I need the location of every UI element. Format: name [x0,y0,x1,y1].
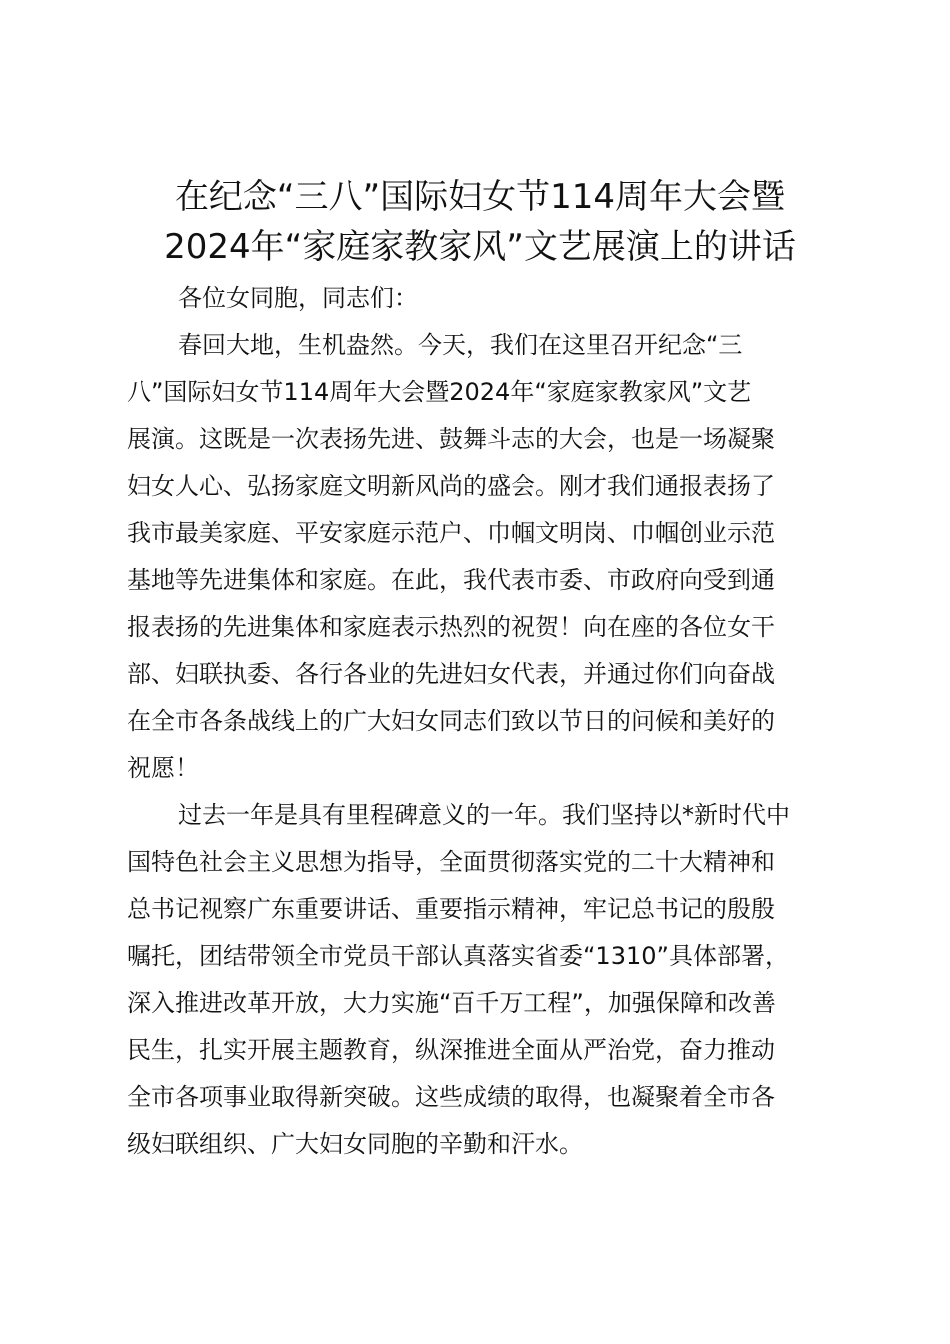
paragraph-line: 国特色社会主义思想为指导，全面贯彻落实党的二十大精神和 [127,848,775,876]
paragraph-1 [127,322,837,792]
paragraph-line: 报表扬的先进集体和家庭表示热烈的祝贺！向在座的各位女干 [127,613,775,641]
paragraph-2 [127,792,837,1168]
paragraph-line: 深入推进改革开放，大力实施“百千万工程”，加强保障和改善 [127,989,776,1017]
paragraph-line: 春回大地，生机盎然。今天，我们在这里召开纪念“三 [178,331,743,359]
paragraph-line: 八”国际妇女节114周年大会暨2024年“家庭家教家风”文艺 [127,378,752,406]
paragraph-line: 过去一年是具有里程碑意义的一年。我们坚持以*新时代中 [178,801,790,829]
paragraph-line: 基地等先进集体和家庭。在此，我代表市委、市政府向受到通 [127,566,775,594]
paragraph-line: 妇女人心、弘扬家庭文明新风尚的盛会。刚才我们通报表扬了 [127,472,775,500]
paragraph-line: 总书记视察广东重要讲话、重要指示精神，牢记总书记的殷殷 [127,895,775,923]
document-title-line-1: 在纪念“三八”国际妇女节114周年大会暨 [174,177,786,217]
paragraph-line: 在全市各条战线上的广大妇女同志们致以节日的问候和美好的 [127,707,775,735]
paragraph-line: 嘱托，团结带领全市党员干部认真落实省委“1310”具体部署， [127,942,789,970]
document-title-line-2: 2024年“家庭家教家风”文艺展演上的讲话 [164,227,796,267]
paragraph-line: 展演。这既是一次表扬先进、鼓舞斗志的大会，也是一场凝聚 [127,425,775,453]
paragraph-line: 我市最美家庭、平安家庭示范户、巾帼文明岗、巾帼创业示范 [127,519,775,547]
paragraph-line: 级妇联组织、广大妇女同胞的辛勤和汗水。 [127,1130,583,1158]
document-body [127,275,837,1168]
paragraph-line: 部、妇联执委、各行各业的先进妇女代表，并通过你们向奋战 [127,660,775,688]
paragraph-line: 祝愿！ [127,754,199,782]
paragraph-line: 民生，扎实开展主题教育，纵深推进全面从严治党，奋力推动 [127,1036,775,1064]
paragraph-line: 全市各项事业取得新突破。这些成绩的取得，也凝聚着全市各 [127,1083,775,1111]
salutation: 各位女同胞，同志们： [178,284,418,312]
